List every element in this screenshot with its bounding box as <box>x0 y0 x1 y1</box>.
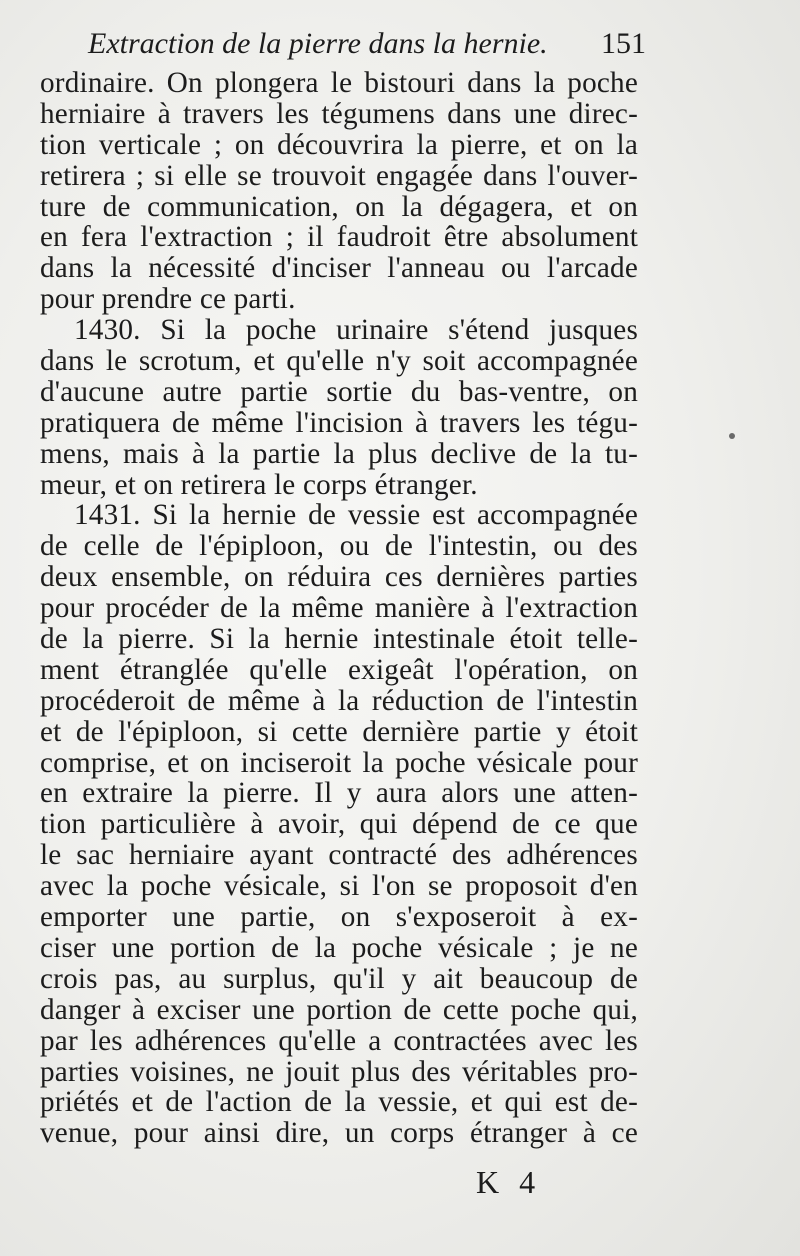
text-line: ordinaire. On plongera le bistouri dans la poche <box>40 67 638 99</box>
text-line: emporter une partie, on s'exposeroit à ex- <box>40 901 638 934</box>
text-line: avec la poche vésicale, si l'on se proposoit d'en <box>40 870 638 903</box>
text-line: en fera l'extraction ; il faudroit être absolument <box>40 221 638 254</box>
text-line: danger à exciser une portion de cette poche qui, <box>40 993 638 1026</box>
text-line: venue, pour ainsi dire, un corps étranger à ce <box>40 1117 638 1150</box>
text-line: de la pierre. Si la hernie intestinale étoit telle- <box>40 623 638 656</box>
text-line: dans le scrotum, et qu'elle n'y soit accompagnée <box>40 345 638 378</box>
text-line: meur, et on retirera le corps étranger. <box>40 468 478 501</box>
text-line: le sac herniaire ayant contracté des adhérences <box>40 839 638 872</box>
text-line: priétés et de l'action de la vessie, et qui est de- <box>40 1086 638 1119</box>
text-line: retirera ; si elle se trouvoit engagée dans l'ouver- <box>40 159 638 192</box>
running-title: Extraction de la pierre dans la hernie. <box>88 27 548 60</box>
text-line: pratiquera de même l'incision à travers les tégu- <box>40 406 638 439</box>
text-line: deux ensemble, on réduira ces dernières parties <box>40 561 638 594</box>
text-line: comprise, et on inciseroit la poche vésicale pour <box>40 746 638 779</box>
text-line: dans la nécessité d'inciser l'anneau ou l'arcade <box>40 252 638 285</box>
text-line: ment étranglée qu'elle exigeât l'opération, on <box>40 653 638 686</box>
page-number: 151 <box>601 27 646 60</box>
text-line: en extraire la pierre. Il y aura alors une atten- <box>40 777 638 810</box>
signature-mark: K 4 <box>476 1164 542 1200</box>
paragraph-1431-start: 1431. Si la hernie de vessie est accompagnée <box>74 499 638 532</box>
text-line: procéderoit de même à la réduction de l'intestin <box>40 684 638 717</box>
text-line: parties voisines, ne jouit plus des véritables pro- <box>40 1055 638 1088</box>
body-text <box>40 68 638 1149</box>
text-line: herniaire à travers les tégumens dans une direc- <box>40 97 638 130</box>
paper-speck <box>729 433 735 439</box>
text-line: mens, mais à la partie la plus declive de la tu- <box>40 437 638 470</box>
text-line: d'aucune autre partie sortie du bas-ventre, on <box>40 375 638 408</box>
text-line: tion verticale ; on découvrira la pierre, et on la <box>40 128 638 161</box>
text-line: par les adhérences qu'elle a contractées avec les <box>40 1024 638 1057</box>
text-line: ture de communication, on la dégagera, et on <box>40 190 638 223</box>
text-line: crois pas, au surplus, qu'il y ait beaucoup de <box>40 962 638 995</box>
text-line: ciser une portion de la poche vésicale ; je ne <box>40 931 638 964</box>
text-line: pour prendre ce parti. <box>40 283 296 316</box>
text-line: de celle de l'épiploon, ou de l'intestin, ou des <box>40 530 638 563</box>
text-line: et de l'épiploon, si cette dernière partie y étoit <box>40 715 638 748</box>
paragraph-1430-start: 1430. Si la poche urinaire s'étend jusques <box>74 314 638 347</box>
text-line: pour procéder de la même manière à l'extraction <box>40 592 638 625</box>
text-line: tion particulière à avoir, qui dépend de ce que <box>40 808 638 841</box>
